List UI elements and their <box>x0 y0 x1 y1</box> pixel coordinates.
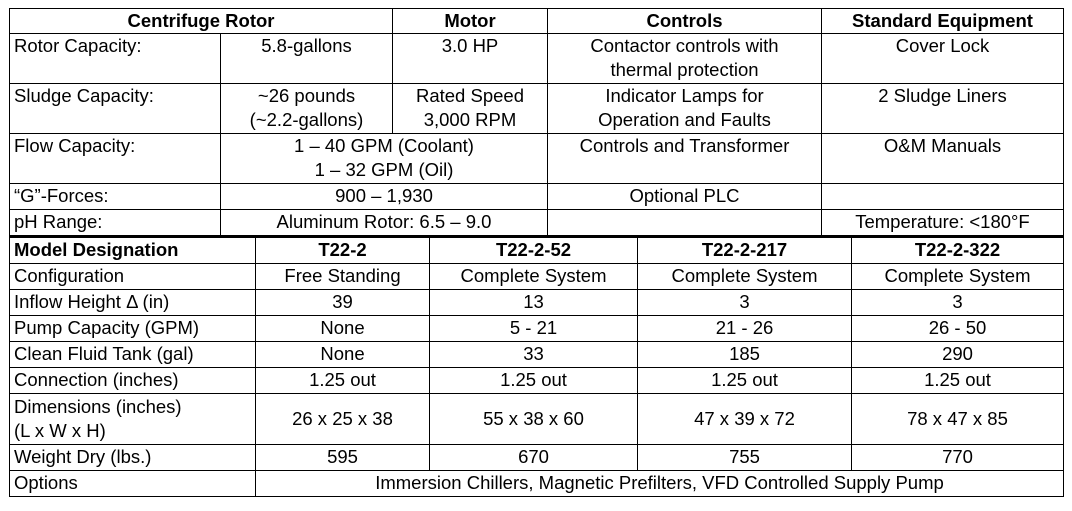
ph-range-label: pH Range: <box>10 210 221 236</box>
sludge-capacity-label: Sludge Capacity: <box>10 84 221 134</box>
cell-value: 78 x 47 x 85 <box>852 393 1064 444</box>
dimensions-row <box>10 393 1064 444</box>
clean-fluid-tank-row <box>10 341 1064 367</box>
options-row <box>10 470 1064 496</box>
row-label <box>10 393 256 444</box>
equipment-spec-table <box>9 8 1064 236</box>
model-t22-2-52: T22-2-52 <box>430 236 638 263</box>
standard-empty <box>822 184 1064 210</box>
cell-value: 290 <box>852 341 1064 367</box>
cell-value: Complete System <box>852 263 1064 289</box>
header-motor: Motor <box>393 9 548 34</box>
cell-value: 1.25 out <box>256 367 430 393</box>
controls-contactor <box>548 34 822 84</box>
controls-transformer: Controls and Transformer <box>548 134 822 184</box>
flow-capacity-label: Flow Capacity: <box>10 134 221 184</box>
sludge-capacity-value <box>221 84 393 134</box>
standard-cover-lock: Cover Lock <box>822 34 1064 84</box>
motor-rated-speed-line-1: Rated Speed <box>415 85 524 106</box>
model-t22-2-322: T22-2-322 <box>852 236 1064 263</box>
cell-value: 3 <box>638 289 852 315</box>
cell-value: 1.25 out <box>638 367 852 393</box>
controls-indicator-line-1: Indicator Lamps for <box>605 85 764 106</box>
flow-capacity-line-1: 1 – 40 GPM (Coolant) <box>294 135 474 156</box>
row-label: Inflow Height Δ (in) <box>10 289 256 315</box>
standard-temperature: Temperature: <180°F <box>822 210 1064 236</box>
header-centrifuge-rotor: Centrifuge Rotor <box>10 9 393 34</box>
cell-value: Complete System <box>430 263 638 289</box>
row-label: Weight Dry (lbs.) <box>10 444 256 470</box>
pump-capacity-row <box>10 315 1064 341</box>
cell-value: 33 <box>430 341 638 367</box>
cell-value: Complete System <box>638 263 852 289</box>
model-t22-2: T22-2 <box>256 236 430 263</box>
controls-indicator-lamps <box>548 84 822 134</box>
g-forces-value: 900 – 1,930 <box>221 184 548 210</box>
rotor-capacity-value: 5.8-gallons <box>221 34 393 84</box>
cell-value: 39 <box>256 289 430 315</box>
header-controls: Controls <box>548 9 822 34</box>
ph-range-value: Aluminum Rotor: 6.5 – 9.0 <box>221 210 548 236</box>
header-standard-equipment: Standard Equipment <box>822 9 1064 34</box>
row-label: Configuration <box>10 263 256 289</box>
cell-value: 595 <box>256 444 430 470</box>
controls-contactor-line-2: thermal protection <box>610 59 759 80</box>
cell-value: 770 <box>852 444 1064 470</box>
cell-value: None <box>256 315 430 341</box>
configuration-row <box>10 263 1064 289</box>
connection-row <box>10 367 1064 393</box>
standard-om-manuals: O&M Manuals <box>822 134 1064 184</box>
controls-empty <box>548 210 822 236</box>
weight-dry-row <box>10 444 1064 470</box>
flow-capacity-line-2: 1 – 32 GPM (Oil) <box>314 159 454 180</box>
sludge-capacity-line-1: ~26 pounds <box>257 85 356 106</box>
model-designation-table <box>9 235 1064 497</box>
cell-value: 5 - 21 <box>430 315 638 341</box>
motor-rated-speed-line-2: 3,000 RPM <box>423 109 517 130</box>
motor-rated-speed <box>393 84 548 134</box>
dimensions-label-line-2: (L x W x H) <box>14 419 106 441</box>
cell-value: Free Standing <box>256 263 430 289</box>
cell-value: 755 <box>638 444 852 470</box>
dimensions-label-line-1: Dimensions (inches) <box>14 395 182 417</box>
cell-value: 26 x 25 x 38 <box>256 393 430 444</box>
rotor-capacity-label: Rotor Capacity: <box>10 34 221 84</box>
row-label: Pump Capacity (GPM) <box>10 315 256 341</box>
row-label: Connection (inches) <box>10 367 256 393</box>
model-designation-label: Model Designation <box>10 236 256 263</box>
cell-value: None <box>256 341 430 367</box>
controls-contactor-line-1: Contactor controls with <box>590 35 779 56</box>
cell-value: 47 x 39 x 72 <box>638 393 852 444</box>
cell-value: 26 - 50 <box>852 315 1064 341</box>
options-value: Immersion Chillers, Magnetic Prefilters, VFD Controlled Supply Pump <box>256 470 1064 496</box>
controls-indicator-line-2: Operation and Faults <box>598 109 771 130</box>
sludge-capacity-line-2: (~2.2-gallons) <box>249 109 364 130</box>
controls-optional-plc: Optional PLC <box>548 184 822 210</box>
motor-power: 3.0 HP <box>393 34 548 84</box>
spec-sheet <box>9 8 1063 497</box>
g-forces-label: “G”-Forces: <box>10 184 221 210</box>
flow-capacity-value <box>221 134 548 184</box>
cell-value: 1.25 out <box>852 367 1064 393</box>
options-label: Options <box>10 470 256 496</box>
cell-value: 185 <box>638 341 852 367</box>
cell-value: 1.25 out <box>430 367 638 393</box>
cell-value: 21 - 26 <box>638 315 852 341</box>
inflow-height-row <box>10 289 1064 315</box>
standard-sludge-liners: 2 Sludge Liners <box>822 84 1064 134</box>
row-label: Clean Fluid Tank (gal) <box>10 341 256 367</box>
cell-value: 55 x 38 x 60 <box>430 393 638 444</box>
cell-value: 670 <box>430 444 638 470</box>
model-t22-2-217: T22-2-217 <box>638 236 852 263</box>
cell-value: 3 <box>852 289 1064 315</box>
cell-value: 13 <box>430 289 638 315</box>
